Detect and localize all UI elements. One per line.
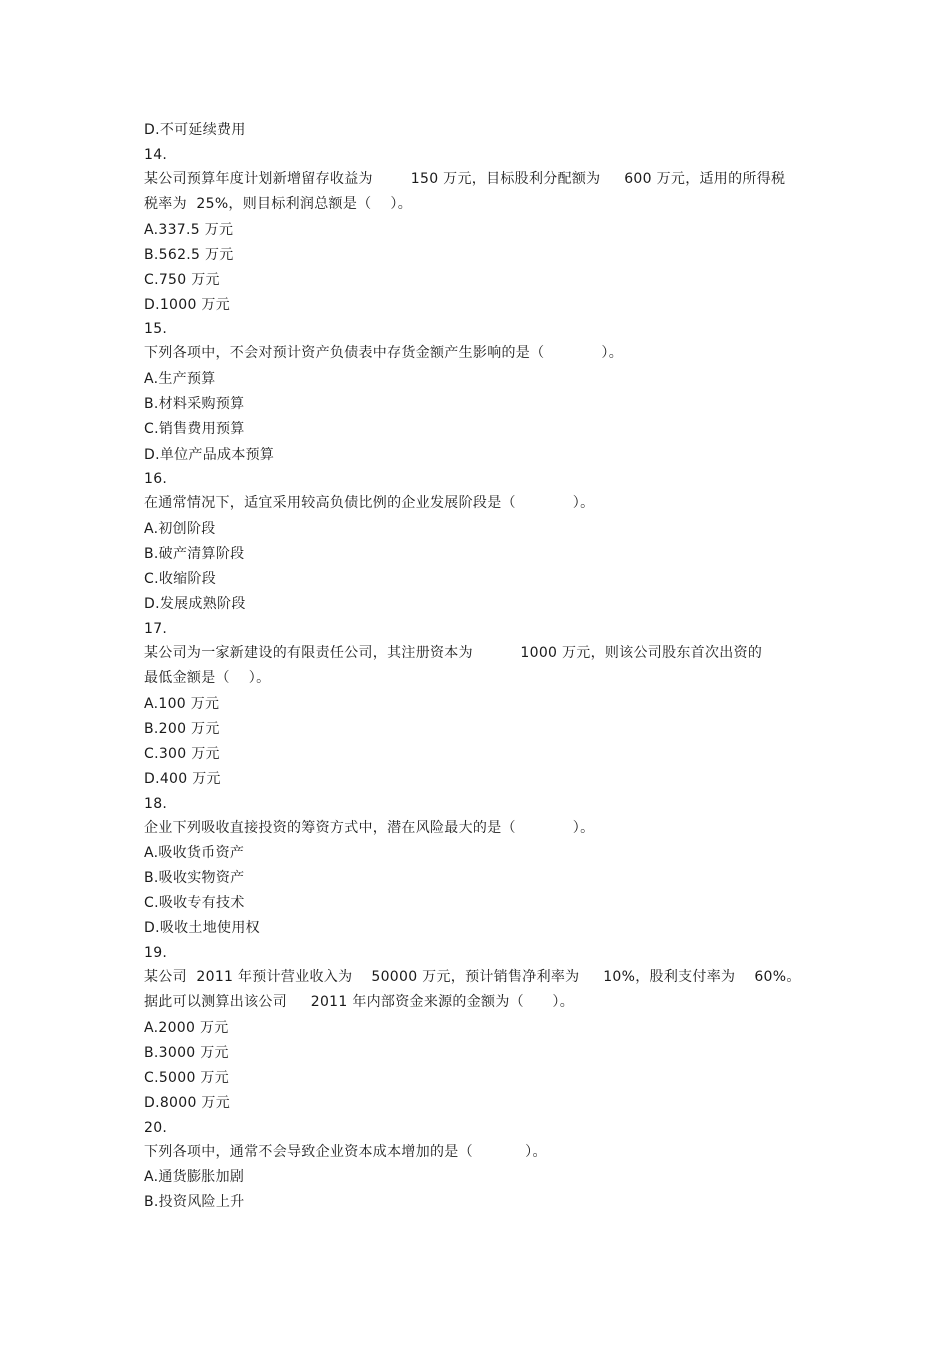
option-d-q14: D.1000 万元 — [144, 297, 231, 313]
option-b-q18: B.吸收实物资产 — [144, 870, 245, 886]
option-c-q15: C.销售费用预算 — [144, 421, 245, 437]
question-20-text: 下列各项中，通常不会导致企业资本成本增加的是（ ）。 — [144, 1144, 547, 1160]
question-17-text-line-1: 某公司为一家新建设的有限责任公司，其注册资本为 1000 万元，则该公司股东首次出资的 — [144, 645, 763, 661]
option-b-q20: B.投资风险上升 — [144, 1194, 245, 1210]
option-a-q19: A.2000 万元 — [144, 1020, 229, 1036]
option-d-q18: D.吸收土地使用权 — [144, 920, 260, 936]
option-d-q15: D.单位产品成本预算 — [144, 447, 275, 463]
option-b-q15: B.材料采购预算 — [144, 396, 245, 412]
option-b-q17: B.200 万元 — [144, 721, 220, 737]
option-d-q16: D.发展成熟阶段 — [144, 596, 246, 612]
option-b-q19: B.3000 万元 — [144, 1045, 229, 1061]
question-14-text-line-2: 税率为 25%，则目标利润总额是（ ）。 — [144, 196, 413, 212]
question-17-text-line-2: 最低金额是（ ）。 — [144, 670, 271, 686]
option-c-q17: C.300 万元 — [144, 746, 220, 762]
option-b-q16: B.破产清算阶段 — [144, 546, 245, 562]
question-19-text-line-2: 据此可以测算出该公司 2011 年内部资金来源的金额为（ ）。 — [144, 994, 575, 1010]
question-number-15: 15. — [144, 321, 168, 337]
question-number-16: 16. — [144, 471, 168, 487]
option-a-q20: A.通货膨胀加剧 — [144, 1169, 245, 1185]
option-d-q17: D.400 万元 — [144, 771, 221, 787]
option-c-q16: C.收缩阶段 — [144, 571, 217, 587]
option-c-q19: C.5000 万元 — [144, 1070, 230, 1086]
option-a-q14: A.337.5 万元 — [144, 222, 234, 238]
option-c-q18: C.吸收专有技术 — [144, 895, 245, 911]
option-a-q18: A.吸收货币资产 — [144, 845, 245, 861]
question-number-18: 18. — [144, 796, 168, 812]
question-19-text-line-1: 某公司 2011 年预计营业收入为 50000 万元，预计销售净利率为 10%，股利支付率为 60%。 — [144, 969, 801, 985]
question-18-text: 企业下列吸收直接投资的筹资方式中，潜在风险最大的是（ ）。 — [144, 820, 595, 836]
option-a-q15: A.生产预算 — [144, 371, 216, 387]
question-number-17: 17. — [144, 621, 168, 637]
option-d-q13: D.不可延续费用 — [144, 122, 246, 138]
option-c-q14: C.750 万元 — [144, 272, 220, 288]
option-b-q14: B.562.5 万元 — [144, 247, 234, 263]
question-number-14: 14. — [144, 147, 168, 163]
question-16-text: 在通常情况下，适宜采用较高负债比例的企业发展阶段是（ ）。 — [144, 495, 595, 511]
question-number-20: 20. — [144, 1120, 168, 1136]
question-15-text: 下列各项中，不会对预计资产负债表中存货金额产生影响的是（ ）。 — [144, 345, 623, 361]
option-a-q17: A.100 万元 — [144, 696, 220, 712]
question-number-19: 19. — [144, 945, 168, 961]
option-a-q16: A.初创阶段 — [144, 521, 216, 537]
option-d-q19: D.8000 万元 — [144, 1095, 231, 1111]
question-14-text-line-1: 某公司预算年度计划新增留存收益为 150 万元，目标股利分配额为 600 万元，适用的所得税 — [144, 171, 786, 187]
